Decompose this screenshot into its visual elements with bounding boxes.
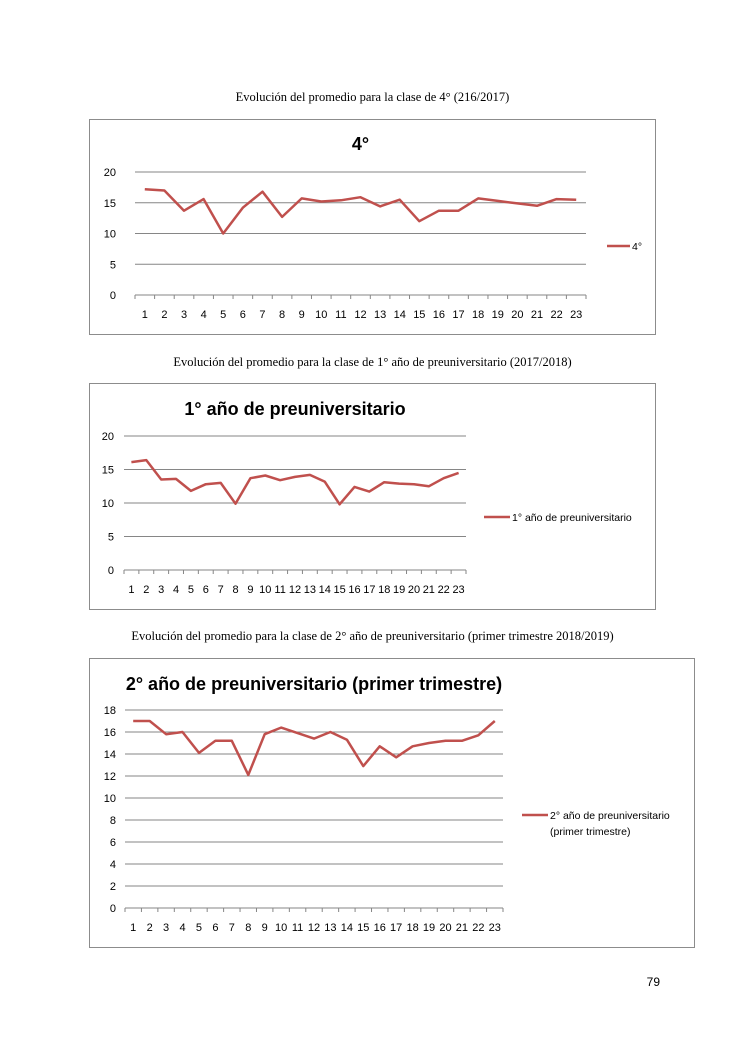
x-tick-label: 23 — [452, 584, 465, 596]
x-tick-label: 16 — [373, 922, 386, 934]
x-tick-label: 15 — [357, 922, 370, 934]
series-line — [145, 189, 576, 233]
x-tick-label: 7 — [259, 309, 266, 321]
x-tick-label: 3 — [163, 922, 170, 934]
x-tick-label: 22 — [437, 584, 450, 596]
legend-label: 1° año de preuniversitario — [512, 512, 632, 524]
x-tick-label: 19 — [422, 922, 436, 934]
x-tick-label: 22 — [550, 309, 563, 321]
y-tick-label: 20 — [101, 431, 114, 443]
y-tick-label: 14 — [103, 749, 116, 761]
chart-2nd-year-preuniversity — [89, 658, 695, 948]
chart-caption-3: Evolución del promedio para la clase de 2° año de preuniversitario (primer trimestre 2018/2019) — [131, 629, 614, 643]
x-tick-label: 1 — [130, 922, 137, 934]
line-chart-4th-grade — [90, 120, 657, 336]
y-tick-label: 20 — [103, 167, 116, 179]
x-tick-label: 23 — [570, 309, 583, 321]
x-tick-label: 5 — [187, 584, 194, 596]
x-tick-label: 21 — [455, 922, 469, 934]
x-tick-label: 17 — [363, 584, 376, 596]
x-tick-label: 12 — [288, 584, 302, 596]
x-tick-label: 22 — [472, 922, 485, 934]
x-tick-label: 6 — [239, 309, 246, 321]
x-tick-label: 12 — [354, 309, 367, 321]
y-tick-label: 8 — [109, 815, 116, 827]
y-tick-label: 2 — [109, 881, 116, 893]
y-tick-label: 5 — [109, 259, 116, 272]
x-tick-label: 4 — [179, 922, 186, 934]
x-tick-label: 11 — [291, 922, 304, 934]
x-tick-label: 8 — [232, 584, 239, 596]
x-tick-label: 5 — [195, 922, 203, 934]
x-tick-label: 9 — [298, 309, 305, 321]
x-tick-label: 14 — [393, 309, 406, 321]
y-tick-label: 10 — [103, 228, 116, 241]
x-tick-label: 21 — [422, 584, 435, 596]
x-tick-label: 20 — [439, 922, 452, 934]
x-tick-label: 15 — [333, 584, 346, 596]
x-tick-label: 10 — [275, 922, 288, 934]
chart-4th-grade — [89, 119, 656, 335]
x-tick-label: 19 — [491, 309, 504, 321]
x-tick-label: 18 — [378, 584, 391, 596]
x-tick-label: 2 — [143, 584, 150, 596]
chart-title: 2° año de preuniversitario (primer trimestre) — [125, 674, 503, 694]
x-tick-label: 12 — [307, 922, 321, 934]
y-tick-label: 10 — [103, 793, 116, 805]
x-tick-label: 14 — [318, 584, 331, 596]
x-tick-label: 1 — [141, 309, 148, 321]
x-tick-label: 8 — [279, 309, 286, 321]
legend-label: 4° — [632, 241, 643, 253]
x-tick-label: 14 — [340, 922, 353, 934]
x-tick-label: 11 — [274, 584, 286, 596]
x-tick-label: 16 — [432, 309, 446, 321]
x-tick-label: 4 — [200, 309, 207, 321]
x-tick-label: 7 — [217, 584, 224, 596]
legend-label: (primer trimestre) — [550, 826, 631, 838]
x-tick-label: 21 — [530, 309, 544, 321]
x-tick-label: 9 — [261, 922, 268, 934]
x-tick-label: 6 — [202, 584, 209, 596]
legend-label: 2° año de preuniversitario — [550, 810, 670, 822]
y-tick-label: 16 — [103, 727, 116, 739]
x-tick-label: 6 — [212, 922, 219, 934]
x-tick-label: 9 — [247, 584, 254, 596]
x-tick-label: 2 — [146, 922, 153, 934]
y-tick-label: 10 — [101, 498, 114, 510]
y-tick-label: 15 — [101, 464, 114, 477]
chart-caption-1: Evolución del promedio para la clase de 4° (216/2017) — [235, 90, 510, 104]
x-tick-label: 18 — [406, 922, 419, 934]
x-tick-label: 2 — [161, 309, 168, 321]
x-tick-label: 10 — [259, 584, 272, 596]
page-number: 79 — [646, 975, 660, 989]
y-tick-label: 18 — [103, 705, 116, 717]
x-tick-label: 10 — [315, 309, 328, 321]
y-tick-label: 5 — [107, 531, 114, 544]
x-tick-label: 17 — [390, 922, 403, 934]
x-tick-label: 15 — [413, 309, 426, 321]
line-chart-1st-year — [90, 384, 657, 611]
chart-1st-year-preuniversity — [89, 383, 656, 610]
y-tick-label: 0 — [109, 290, 116, 302]
y-tick-label: 0 — [107, 565, 114, 577]
y-tick-label: 0 — [109, 903, 116, 915]
x-tick-label: 17 — [452, 309, 465, 321]
x-tick-label: 3 — [158, 584, 165, 596]
x-tick-label: 13 — [373, 309, 387, 321]
x-tick-label: 4 — [172, 584, 180, 596]
x-tick-label: 16 — [348, 584, 361, 596]
chart-caption-2: Evolución del promedio para la clase de 1° año de preuniversitario (2017/2018) — [173, 355, 572, 369]
x-tick-label: 3 — [180, 309, 188, 321]
x-tick-label: 20 — [511, 309, 524, 321]
series-line — [131, 460, 458, 504]
x-tick-label: 7 — [228, 922, 235, 934]
x-tick-label: 23 — [488, 922, 501, 934]
x-tick-label: 8 — [245, 922, 252, 934]
y-tick-label: 6 — [109, 837, 116, 849]
x-tick-label: 1 — [128, 584, 135, 596]
x-tick-label: 18 — [472, 309, 485, 321]
x-tick-label: 19 — [392, 584, 406, 596]
x-tick-label: 5 — [220, 309, 227, 321]
x-tick-label: 11 — [335, 309, 347, 321]
series-line — [133, 721, 495, 775]
y-tick-label: 4 — [109, 859, 116, 871]
x-tick-label: 20 — [407, 584, 421, 596]
y-tick-label: 12 — [103, 771, 116, 783]
x-tick-label: 13 — [324, 922, 337, 934]
y-tick-label: 15 — [103, 197, 116, 210]
chart-title: 1° año de preuniversitario — [184, 399, 406, 419]
chart-title: 4° — [351, 134, 370, 154]
x-tick-label: 13 — [303, 584, 316, 596]
line-chart-2nd-year — [90, 659, 696, 949]
